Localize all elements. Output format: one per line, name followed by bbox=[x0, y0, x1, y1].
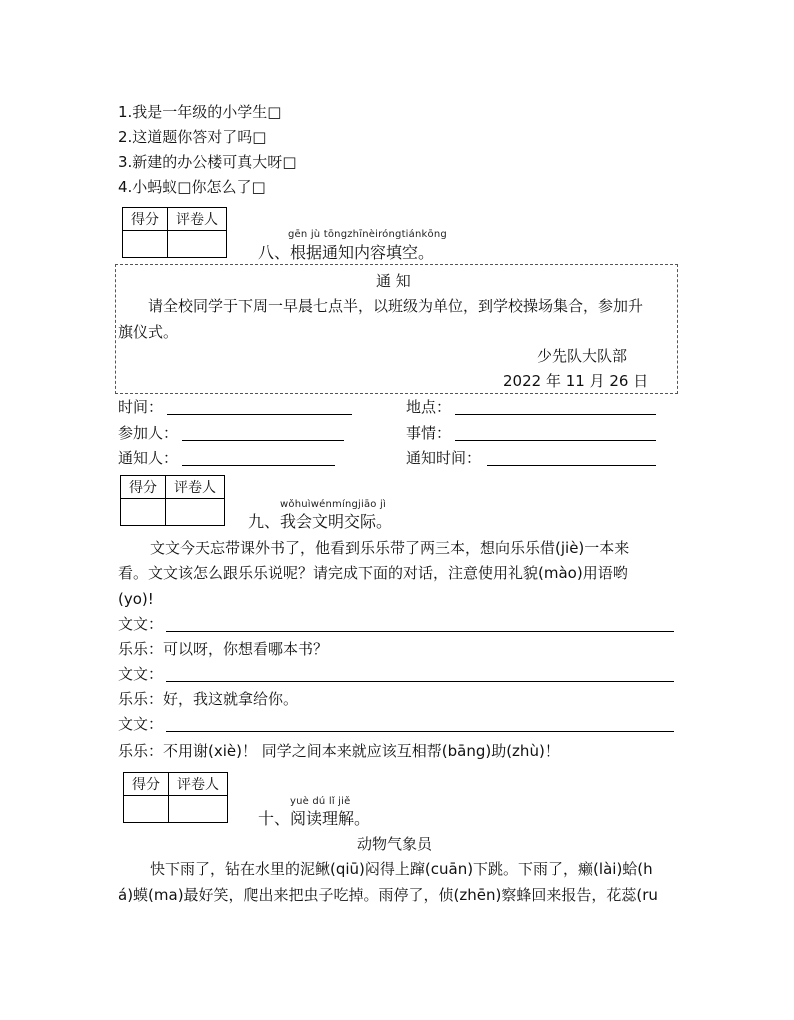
field-time-blank[interactable] bbox=[167, 413, 352, 415]
score-cell[interactable] bbox=[123, 231, 168, 258]
section8-title: 八、根据通知内容填空。 bbox=[258, 243, 435, 262]
article-line1: 快下雨了，钻在水里的泥鳅(qiū)闷得上蹿(cuān)下跳。下雨了，癞(lài)蛤(h bbox=[150, 860, 653, 878]
section10-title: 十、阅读理解。 bbox=[258, 809, 371, 828]
field-participants-label: 参加人： bbox=[118, 424, 179, 442]
field-matter-label: 事情： bbox=[406, 424, 452, 442]
score-cell[interactable] bbox=[124, 796, 169, 823]
field-notify-time-blank[interactable] bbox=[487, 464, 656, 466]
dialogue-blank-5[interactable] bbox=[166, 730, 674, 732]
dialogue-speaker-4: 乐乐：好，我这就拿给你。 bbox=[118, 690, 299, 708]
notice-body-line2: 旗仪式。 bbox=[118, 323, 179, 341]
field-notifier-blank[interactable] bbox=[182, 464, 335, 466]
field-place-blank[interactable] bbox=[455, 413, 656, 415]
field-notify-time-label: 通知时间： bbox=[406, 449, 482, 467]
grader-header: 评卷人 bbox=[169, 773, 228, 796]
punctuation-item-1: 1.我是一年级的小学生□ bbox=[118, 103, 282, 121]
article-line2: á)蟆(ma)最好笑，爬出来把虫子吃掉。雨停了，侦(zhēn)察蜂回来报告，花蕊(ru bbox=[118, 886, 658, 904]
field-matter-blank[interactable] bbox=[455, 439, 656, 441]
section8-pinyin: gēn jù tōngzhīnèiróngtiánkōng bbox=[288, 229, 447, 240]
grader-cell[interactable] bbox=[166, 499, 225, 526]
punctuation-item-4: 4.小蚂蚁□你怎么了□ bbox=[118, 178, 266, 196]
dialogue-speaker-1: 文文： bbox=[118, 615, 164, 633]
score-header: 得分 bbox=[121, 476, 166, 499]
dialogue-blank-1[interactable] bbox=[166, 630, 674, 632]
grader-cell[interactable] bbox=[169, 796, 228, 823]
field-participants-blank[interactable] bbox=[182, 439, 344, 441]
notice-signer: 少先队大队部 bbox=[537, 347, 628, 365]
punctuation-item-2: 2.这道题你答对了吗□ bbox=[118, 128, 267, 146]
notice-date: 2022 年 11 月 26 日 bbox=[503, 372, 649, 390]
article-title: 动物气象员 bbox=[357, 835, 433, 853]
notice-body-line1: 请全校同学于下周一早晨七点半，以班级为单位，到学校操场集合，参加升 bbox=[148, 297, 644, 315]
field-time-label: 时间： bbox=[118, 398, 164, 416]
score-table-section9 bbox=[120, 475, 225, 526]
score-table-section8 bbox=[122, 207, 227, 258]
dialogue-text-2: 可以呀，你想看哪本书？ bbox=[163, 640, 329, 658]
notice-title: 通 知 bbox=[376, 272, 411, 290]
punctuation-item-3: 3.新建的办公楼可真大呀□ bbox=[118, 153, 297, 171]
section9-title: 九、我会文明交际。 bbox=[248, 512, 393, 531]
section9-intro-line3: (yo)! bbox=[118, 590, 154, 608]
score-header: 得分 bbox=[123, 208, 168, 231]
dialogue-speaker-3: 文文： bbox=[118, 665, 164, 683]
score-header: 得分 bbox=[124, 773, 169, 796]
dialogue-text-6: 不用谢(xiè)！ 同学之间本来就应该互相帮(bāng)助(zhù)！ bbox=[163, 742, 560, 760]
field-notifier-label: 通知人： bbox=[118, 449, 179, 467]
score-cell[interactable] bbox=[121, 499, 166, 526]
score-table-section10 bbox=[123, 772, 228, 823]
grader-cell[interactable] bbox=[168, 231, 227, 258]
section9-pinyin: wǒhuìwénmíngjiāo jì bbox=[280, 499, 386, 510]
section9-intro-line2: 看。文文该怎么跟乐乐说呢？请完成下面的对话，注意使用礼貌(mào)用语哟 bbox=[118, 564, 628, 582]
dialogue-speaker-6: 乐乐：不用谢(xiè)！ 同学之间本来就应该互相帮(bāng)助(zhù)！ bbox=[118, 742, 560, 760]
dialogue-text-4: 好，我这就拿给你。 bbox=[163, 690, 299, 708]
dialogue-speaker-2: 乐乐：可以呀，你想看哪本书？ bbox=[118, 640, 329, 658]
section10-pinyin: yuè dú lǐ jiě bbox=[290, 796, 351, 807]
dialogue-blank-3[interactable] bbox=[166, 680, 674, 682]
section9-intro-line1: 文文今天忘带课外书了，他看到乐乐带了两三本，想向乐乐借(jiè)一本来 bbox=[150, 539, 630, 557]
grader-header: 评卷人 bbox=[166, 476, 225, 499]
dialogue-speaker-5: 文文： bbox=[118, 715, 164, 733]
field-place-label: 地点： bbox=[406, 398, 452, 416]
grader-header: 评卷人 bbox=[168, 208, 227, 231]
